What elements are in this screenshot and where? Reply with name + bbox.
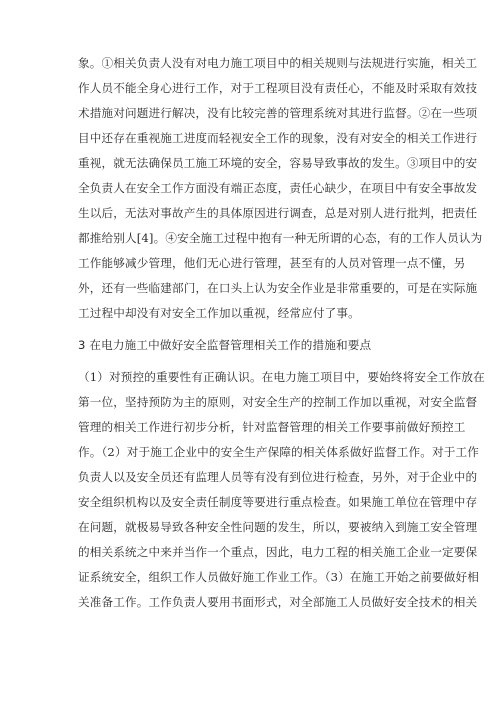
paragraph-line: 外，还有一些临建部门，在口头上认为安全作业是非常重要的，可是在实际施: [78, 281, 478, 295]
paragraph-line: 都推给别人[4]。④安全施工过程中抱有一种无所谓的心态，有的工作人员认为: [78, 231, 483, 245]
paragraph-line: 目中还存在重视施工进度而轻视安全工作的现象，没有对安全的相关工作进行: [78, 131, 478, 145]
paragraph-line: 证系统安全，组织工作人员做好施工作业工作。（3）在施工开始之前要做好相: [78, 570, 480, 584]
paragraph-line: 作。（2）对于施工企业中的安全生产保障的相关体系做好监督工作。对于工作: [78, 445, 480, 459]
paragraph-line: （1）对预控的重要性有正确认识。在电力施工项目中，要始终将安全工作放在: [78, 370, 485, 384]
paragraph-line: 第一位，坚持预防为主的原则，对安全生产的控制工作加以重视，对安全监督: [78, 395, 478, 409]
paragraph-line: 管理的相关工作进行初步分析，针对监督管理的相关工作要事前做好预控工: [78, 420, 466, 434]
paragraph-line: 象。①相关负责人没有对电力施工项目中的相关规则与法规进行实施，相关工: [78, 56, 478, 70]
paragraph-line: 负责人以及安全员还有监理人员等有没有到位进行检查，另外，对于企业中的: [78, 470, 478, 484]
paragraph-line: 关准备工作。工作负责人要用书面形式，对全部施工人员做好安全技术的相关: [78, 595, 478, 609]
paragraph-line: 工过程中却没有对安全工作加以重视，经常应付了事。: [78, 306, 360, 320]
paragraph-line: 全负责人在安全工作方面没有端正态度，责任心缺少，在项目中有安全事故发: [78, 181, 478, 195]
paragraph-line: 作人员不能全身心进行工作，对于工程项目没有责任心，不能及时采取有效技: [78, 81, 478, 95]
paragraph-line: 工作能够减少管理，他们无心进行管理，甚至有的人员对管理一点不懂，另: [78, 256, 466, 270]
paragraph-line: 的相关系统之中来并当作一个重点，因此，电力工程的相关施工企业一定要保: [78, 545, 478, 559]
paragraph-line: 术措施对问题进行解决，没有比较完善的管理系统对其进行监督。②在一些项: [78, 106, 478, 120]
paragraph-line: 安全组织机构以及安全责任制度等要进行重点检查。如果施工单位在管理中存: [78, 495, 478, 509]
paragraph-line: 重视，就无法确保员工施工环境的安全，容易导致事故的发生。③项目中的安: [78, 156, 478, 170]
section-heading: 3 在电力施工中做好安全监督管理相关工作的措施和要点: [78, 338, 372, 352]
paragraph-line: 在问题，就极易导致各种安全性问题的发生，所以，要被纳入到施工安全管理: [78, 520, 478, 534]
paragraph-line: 生以后，无法对事故产生的具体原因进行调查，总是对别人进行批判，把责任: [78, 206, 478, 220]
